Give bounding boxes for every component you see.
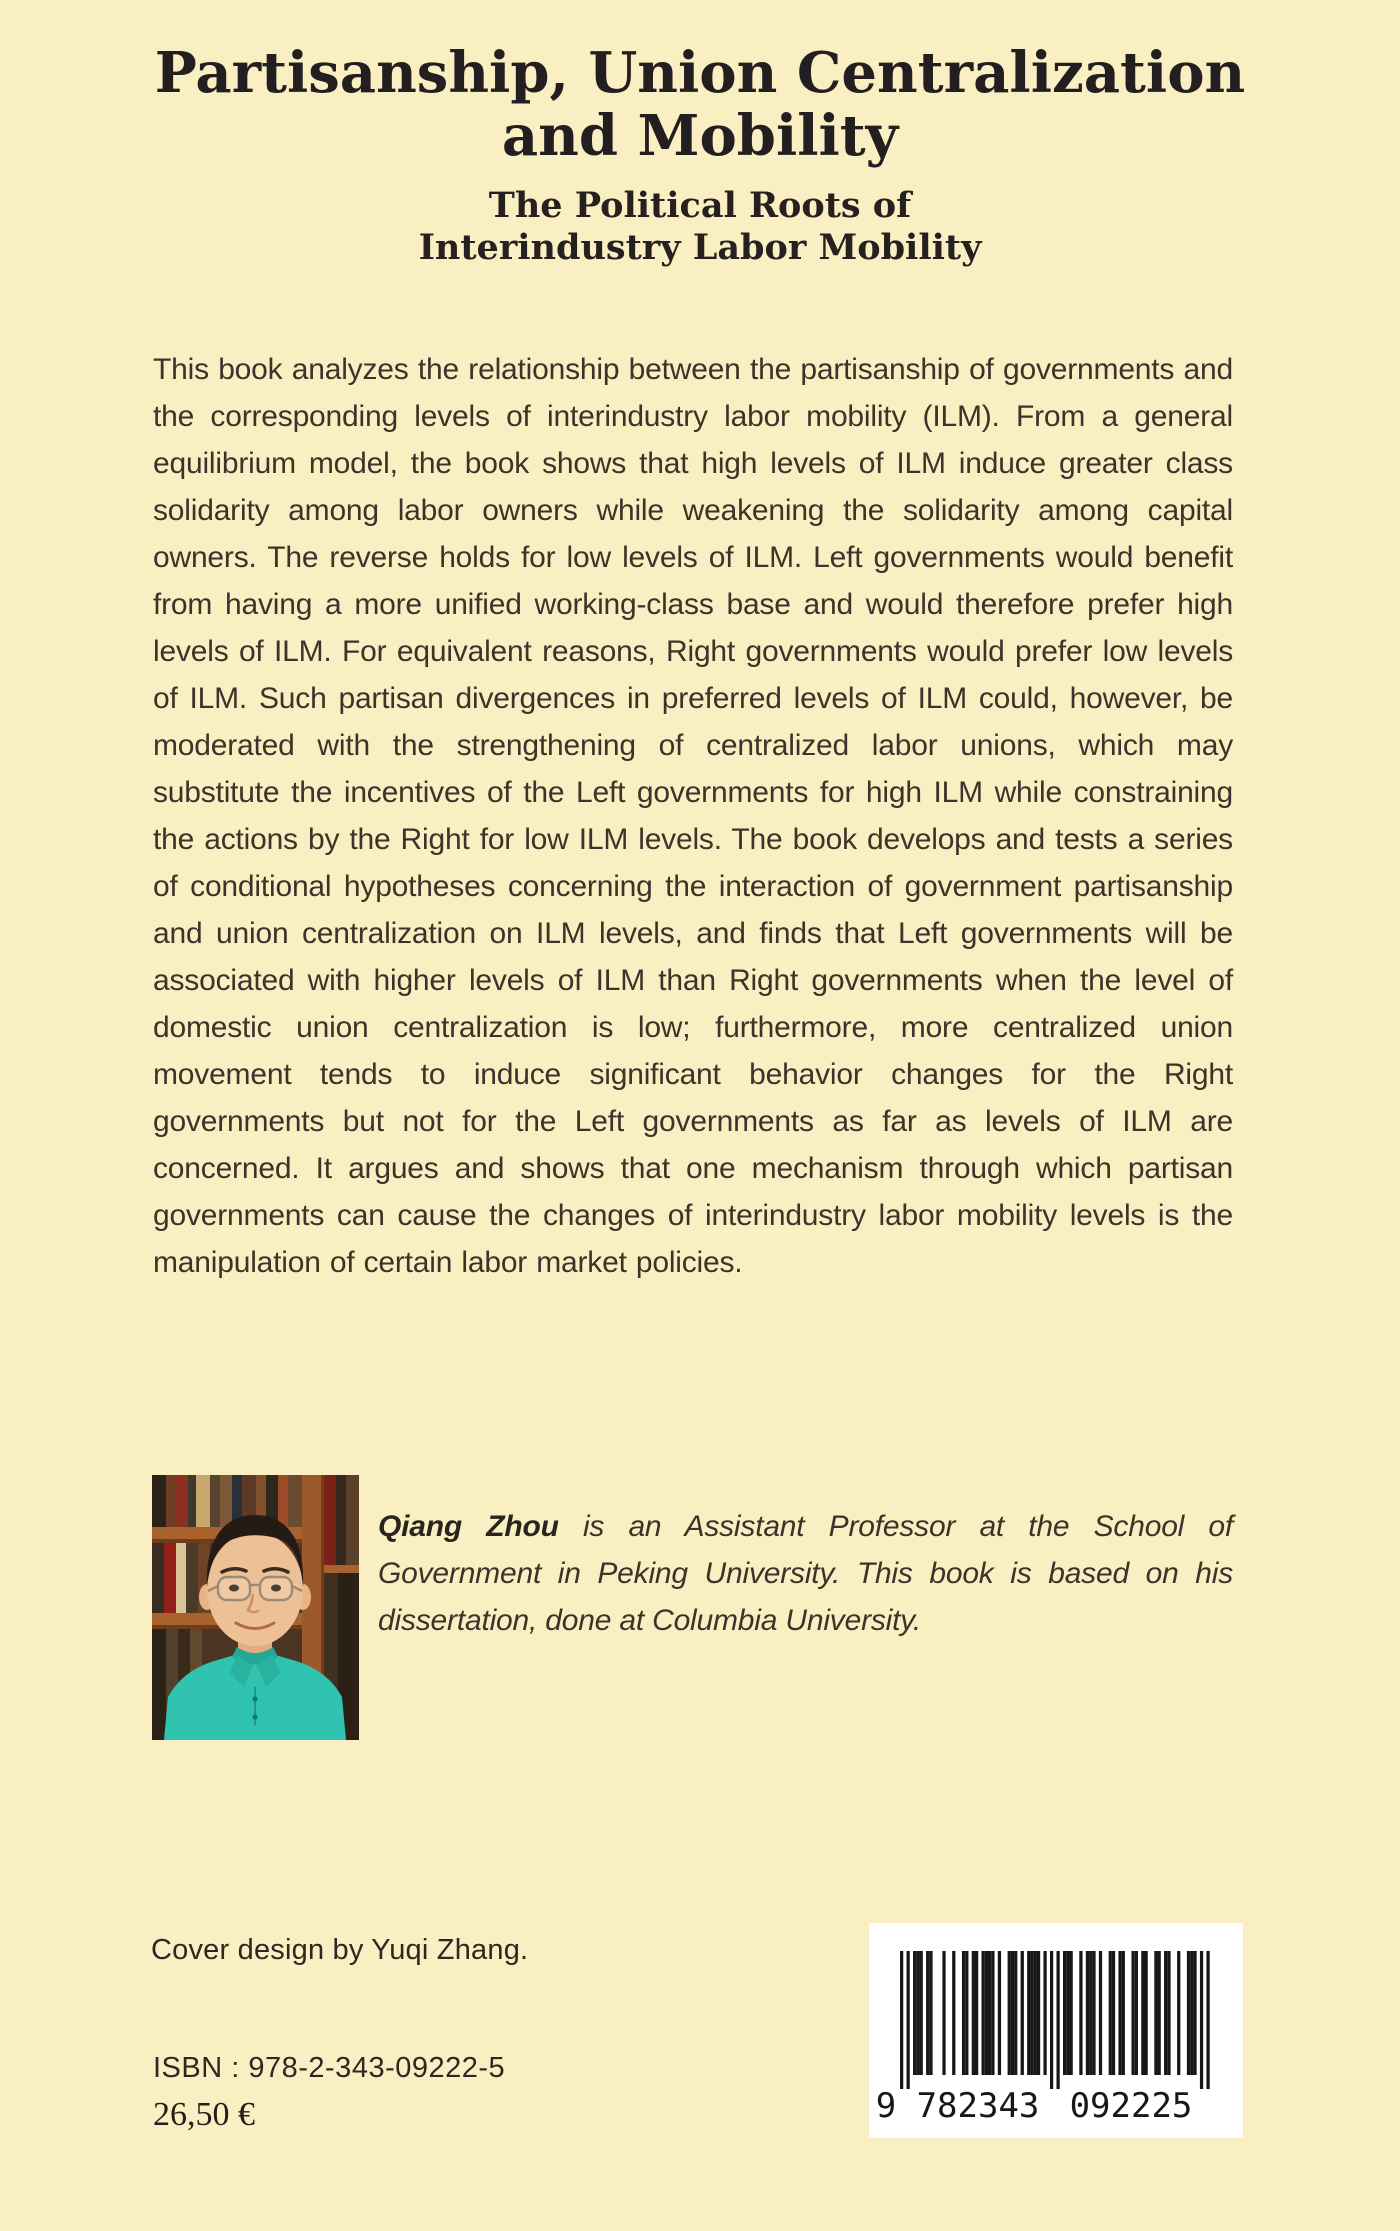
author-bio-rest: is an Assistant Professor at the School of Government in Peking University. This book is based on his dissertation, done at Columbia University. xyxy=(378,1510,1233,1637)
author-name: Qiang Zhou xyxy=(378,1510,559,1543)
shirt-button xyxy=(252,1714,257,1719)
book-spines-top-row xyxy=(152,1475,302,1527)
book-subtitle-line2: Interindustry Labor Mobility xyxy=(418,226,982,268)
book-title-line2: and Mobility xyxy=(501,103,899,170)
barcode-digits-group2: 092225 xyxy=(1069,2086,1193,2126)
book-title-line1: Partisanship, Union Centralization xyxy=(154,40,1246,106)
isbn-text: ISBN : 978-2-343-09222-5 xyxy=(153,2052,506,2084)
author-bio xyxy=(378,1503,1233,1644)
book-title xyxy=(0,0,1400,169)
book-subtitle xyxy=(0,185,1400,269)
shirt-button xyxy=(252,1696,257,1701)
book-subtitle-line1: The Political Roots of xyxy=(488,184,912,226)
price-text: 26,50 € xyxy=(153,2096,255,2133)
barcode-digits-group1: 782343 xyxy=(916,2086,1040,2126)
barcode-bars xyxy=(869,1923,1243,2138)
barcode-lead-digit: 9 xyxy=(875,2086,897,2126)
cover-design-credit: Cover design by Yuqi Zhang. xyxy=(151,1934,529,1966)
synopsis-paragraph: This book analyzes the relationship between the partisanship of governments and the corresponding levels of interindustry labor mobility (ILM). From a general equilibrium model, the book shows that high levels of ILM induce greater class solidarity among labor owners while weakening the solidarity among capital owners. The reverse holds for low levels of ILM. Left governments would benefit from having a more unified working-class base and would therefore prefer high levels of ILM. For equivalent reasons, Right governments would prefer low levels of ILM. Such partisan divergences in preferred levels of ILM could, however, be moderated with the strengthening of centralized labor unions, which may substitute the incentives of the Left governments for high ILM while constraining the actions by the Right for low ILM levels. The book develops and tests a series of conditional hypotheses concerning the interaction of government partisanship and union centralization on ILM levels, and finds that Left governments will be associated with higher levels of ILM than Right governments when the level of domestic union centralization is low; furthermore, more centralized union movement tends to induce significant behavior changes for the Right governments but not for the Left governments as far as levels of ILM are concerned. It argues and shows that one mechanism through which partisan governments can cause the changes of interindustry labor mobility levels is the manipulation of certain labor market policies. xyxy=(153,353,1233,1279)
author-photo xyxy=(152,1475,359,1740)
barcode xyxy=(869,1923,1243,2138)
